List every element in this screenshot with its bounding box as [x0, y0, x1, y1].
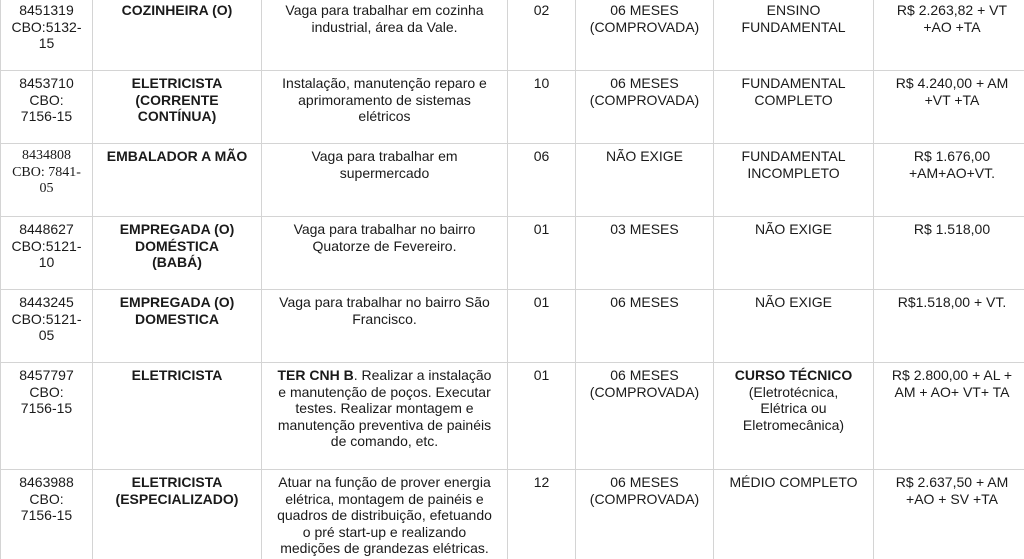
- education-highlight: CURSO TÉCNICO: [734, 367, 853, 383]
- salary-cell: [874, 363, 1024, 470]
- openings-count: 02: [533, 2, 550, 18]
- vacancy-code-cell: [1, 217, 93, 290]
- experience-line: NÃO EXIGE: [605, 148, 684, 164]
- salary-line: R$ 4.240,00 + AM: [895, 75, 1009, 91]
- education-cell: [714, 71, 874, 144]
- description-highlight: TER CNH B: [277, 367, 354, 383]
- job-title-cell: [93, 290, 262, 363]
- education-line: Elétrica ou: [760, 400, 827, 416]
- education-line: (Eletrotécnica,: [748, 383, 839, 400]
- vacancies-table-body: [1, 0, 1024, 559]
- experience-line: (COMPROVADA): [589, 383, 700, 400]
- job-title-line: EMBALADOR A MÃO: [106, 148, 248, 164]
- salary-line: AM + AO+ VT+ TA: [894, 383, 1010, 400]
- experience-cell: [576, 290, 714, 363]
- job-description-cell: [262, 144, 508, 217]
- job-title-cell: [93, 144, 262, 217]
- salary-cell: [874, 217, 1024, 290]
- education-cell: [714, 217, 874, 290]
- vacancy-code-line: 8434808: [22, 148, 71, 163]
- education-line: INCOMPLETO: [747, 164, 840, 181]
- table-row: [1, 217, 1024, 290]
- education-cell: [714, 0, 874, 71]
- job-title-cell: [93, 0, 262, 71]
- vacancy-code-line: CBO:: [29, 91, 64, 108]
- vacancy-code-line: 05: [38, 327, 55, 343]
- experience-cell: [576, 363, 714, 470]
- vacancy-code-line: 15: [38, 35, 55, 51]
- job-title-cell: [93, 363, 262, 470]
- job-title-line: DOMESTICA: [135, 310, 219, 327]
- description-text: . Realizar a instalação e manutenção de poços. Executar testes. Realizar montagem e manutenção preventiva de painéis de comando, etc.: [277, 367, 492, 449]
- vacancy-code-line: 8443245: [19, 294, 74, 310]
- vacancy-code-line: 7156-15: [20, 507, 73, 523]
- education-line: NÃO EXIGE: [754, 294, 833, 310]
- openings-count: 01: [533, 294, 550, 310]
- job-description-cell: [262, 470, 508, 559]
- experience-line: (COMPROVADA): [589, 91, 700, 108]
- salary-line: +AM+AO+VT.: [909, 164, 995, 181]
- vacancy-code-line: 8451319: [19, 2, 74, 18]
- salary-line: R$ 1.676,00: [913, 148, 991, 164]
- salary-line: R$1.518,00 + VT.: [897, 294, 1007, 310]
- vacancy-code-line: 05: [39, 181, 54, 196]
- experience-cell: [576, 470, 714, 559]
- experience-line: 03 MESES: [610, 221, 679, 237]
- education-line: MÉDIO COMPLETO: [729, 474, 858, 490]
- education-cell: [714, 144, 874, 217]
- education-cell: [714, 470, 874, 559]
- openings-count-cell: [508, 290, 576, 363]
- job-title-line: DOMÉSTICA: [135, 237, 219, 254]
- experience-line: 06 MESES: [610, 474, 679, 490]
- experience-cell: [576, 0, 714, 71]
- salary-cell: [874, 290, 1024, 363]
- salary-line: R$ 2.263,82 + VT: [896, 2, 1008, 18]
- job-title-cell: [93, 217, 262, 290]
- job-title-line: CONTÍNUA): [137, 108, 217, 124]
- vacancy-code-line: 8448627: [19, 221, 74, 237]
- job-description-cell: [262, 217, 508, 290]
- description-text: Vaga para trabalhar em cozinha industrial, área da Vale.: [285, 2, 484, 35]
- openings-count-cell: [508, 217, 576, 290]
- table-row: [1, 470, 1024, 559]
- vacancy-code-line: 8453710: [19, 75, 74, 91]
- vacancy-code-line: CBO: 7841-: [12, 164, 81, 180]
- openings-count: 01: [533, 221, 550, 237]
- salary-line: +AO + SV +TA: [906, 490, 998, 507]
- openings-count: 06: [533, 148, 550, 164]
- education-line: Eletromecânica): [742, 416, 845, 433]
- openings-count-cell: [508, 0, 576, 71]
- job-title-line: (BABÁ): [152, 254, 202, 270]
- vacancy-code-cell: [1, 144, 93, 217]
- openings-count-cell: [508, 363, 576, 470]
- education-line: FUNDAMENTAL: [741, 148, 846, 164]
- vacancy-code-line: 10: [38, 254, 55, 270]
- job-title-line: ELETRICISTA: [131, 474, 223, 490]
- education-line: FUNDAMENTAL: [741, 18, 846, 35]
- experience-line: 06 MESES: [610, 75, 679, 91]
- job-description-cell: [262, 71, 508, 144]
- experience-cell: [576, 217, 714, 290]
- job-title-line: ELETRICISTA: [131, 367, 223, 383]
- description-text: Vaga para trabalhar no bairro Quatorze de Fevereiro.: [293, 221, 476, 254]
- salary-line: R$ 1.518,00: [913, 221, 991, 237]
- salary-line: +AO +TA: [923, 18, 981, 35]
- description-text: Vaga para trabalhar no bairro São Francisco.: [279, 294, 490, 327]
- table-row: [1, 71, 1024, 144]
- description-text: Instalação, manutenção reparo e aprimoramento de sistemas elétricos: [282, 75, 487, 124]
- experience-cell: [576, 144, 714, 217]
- education-line: FUNDAMENTAL: [741, 75, 846, 91]
- vacancy-code-line: CBO:5132-: [11, 18, 82, 35]
- openings-count: 10: [533, 75, 550, 91]
- openings-count-cell: [508, 470, 576, 559]
- vacancy-code-cell: [1, 0, 93, 71]
- openings-count-cell: [508, 71, 576, 144]
- openings-count-cell: [508, 144, 576, 217]
- education-line: NÃO EXIGE: [754, 221, 833, 237]
- education-cell: [714, 290, 874, 363]
- job-title-cell: [93, 71, 262, 144]
- salary-line: R$ 2.637,50 + AM: [895, 474, 1009, 490]
- vacancy-code-line: CBO:: [29, 383, 64, 400]
- job-description-cell: [262, 290, 508, 363]
- education-line: ENSINO: [766, 2, 821, 18]
- openings-count: 01: [533, 367, 550, 383]
- experience-line: (COMPROVADA): [589, 18, 700, 35]
- experience-line: 06 MESES: [610, 2, 679, 18]
- job-description-cell: [262, 0, 508, 71]
- salary-cell: [874, 144, 1024, 217]
- job-title-line: ELETRICISTA: [131, 75, 223, 91]
- job-description-cell: [262, 363, 508, 470]
- experience-line: 06 MESES: [610, 294, 679, 310]
- vacancy-code-line: CBO:: [29, 490, 64, 507]
- education-cell: [714, 363, 874, 470]
- vacancy-code-cell: [1, 363, 93, 470]
- table-row: [1, 290, 1024, 363]
- salary-line: +VT +TA: [924, 91, 980, 108]
- description-text: Vaga para trabalhar em supermercado: [311, 148, 458, 181]
- vacancy-code-line: CBO:5121-: [11, 310, 82, 327]
- table-row: [1, 363, 1024, 470]
- table-row: [1, 0, 1024, 71]
- description-text: Atuar na função de prover energia elétrica, montagem de painéis e quadros de distribuição, efetuando o pré start-up e realizando medições de grandezas elétricas.: [277, 474, 492, 556]
- education-line: COMPLETO: [754, 91, 833, 108]
- salary-cell: [874, 0, 1024, 71]
- vacancy-code-line: CBO:5121-: [11, 237, 82, 254]
- vacancy-code-cell: [1, 470, 93, 559]
- job-title-line: (ESPECIALIZADO): [115, 490, 239, 507]
- vacancy-code-line: 7156-15: [20, 108, 73, 124]
- job-title-line: EMPREGADA (O): [119, 221, 235, 237]
- vacancy-code-line: 8457797: [19, 367, 74, 383]
- vacancy-code-line: 7156-15: [20, 400, 73, 416]
- job-title-line: EMPREGADA (O): [119, 294, 235, 310]
- vacancy-code-line: 8463988: [19, 474, 74, 490]
- vacancy-code-cell: [1, 290, 93, 363]
- salary-cell: [874, 71, 1024, 144]
- openings-count: 12: [533, 474, 550, 490]
- table-row: [1, 144, 1024, 217]
- vacancy-code-cell: [1, 71, 93, 144]
- salary-cell: [874, 470, 1024, 559]
- experience-cell: [576, 71, 714, 144]
- job-title-line: COZINHEIRA (O): [121, 2, 233, 18]
- experience-line: (COMPROVADA): [589, 490, 700, 507]
- job-title-cell: [93, 470, 262, 559]
- salary-line: R$ 2.800,00 + AL +: [891, 367, 1013, 383]
- experience-line: 06 MESES: [610, 367, 679, 383]
- job-title-line: (CORRENTE: [135, 91, 219, 108]
